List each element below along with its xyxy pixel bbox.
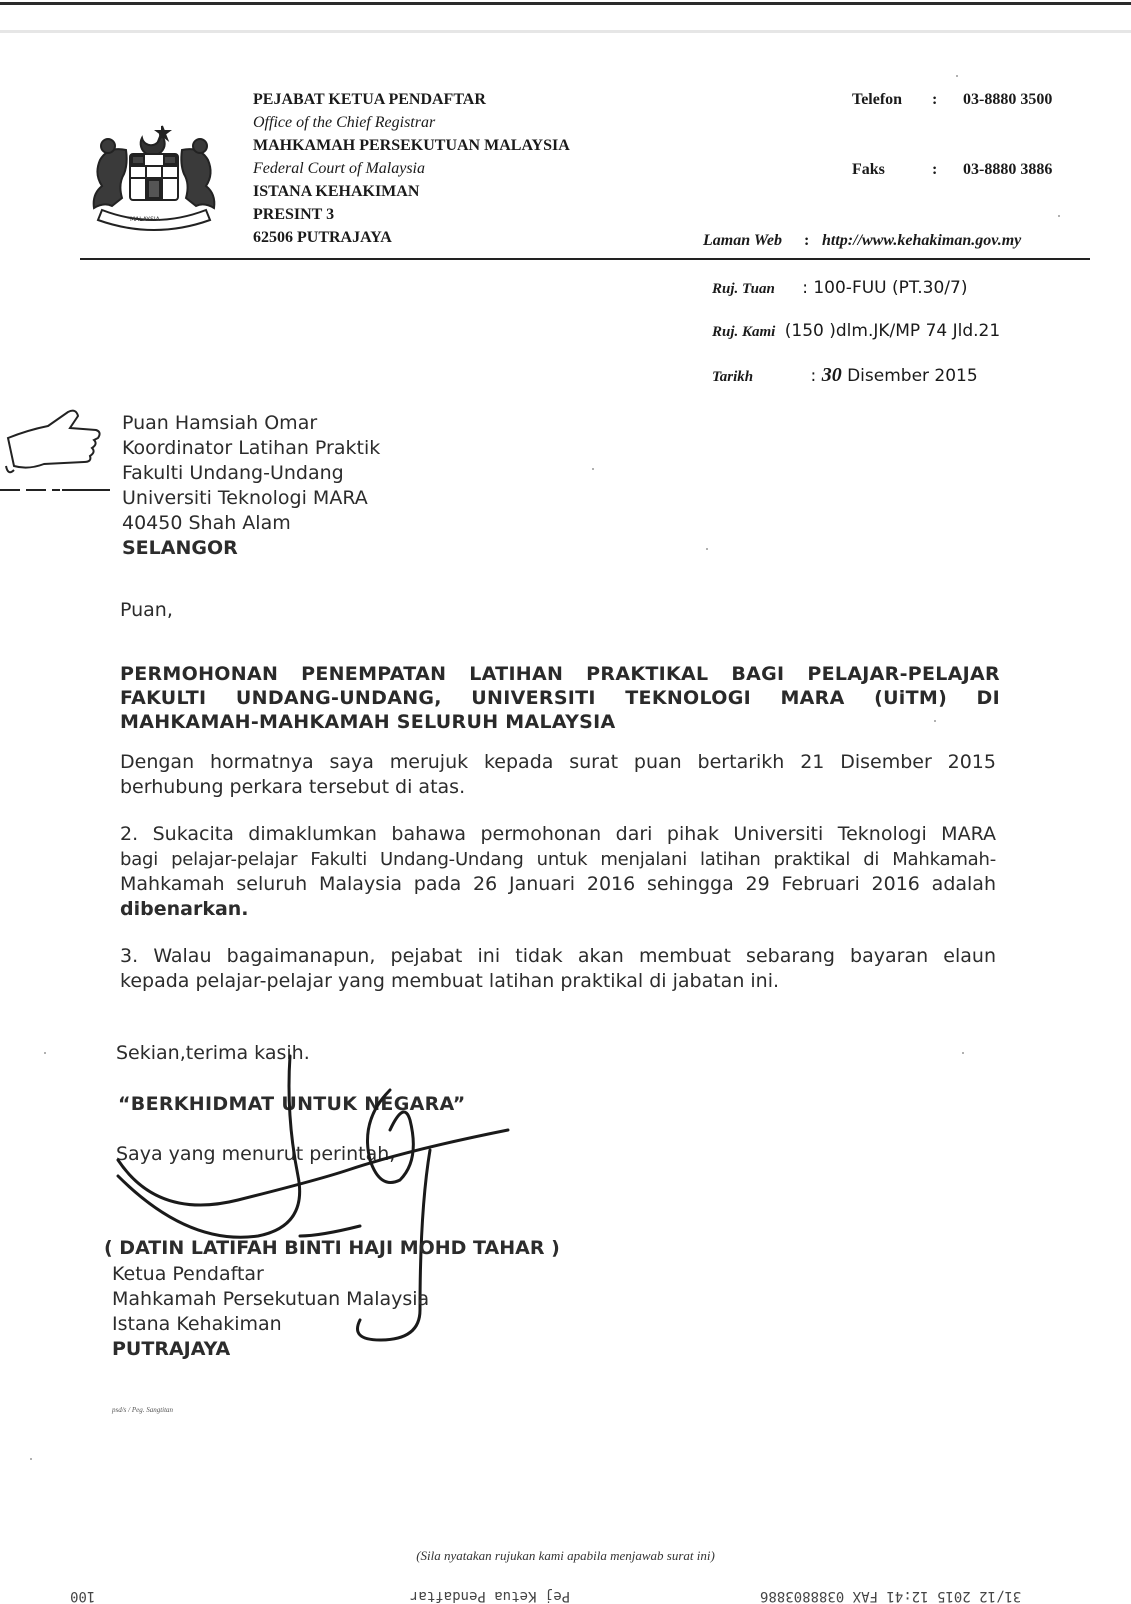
ruj-kami-row [712,321,1000,341]
ruj-tuan-label: Ruj. Tuan [712,281,775,297]
paragraph-1 [120,750,996,800]
recipient-name: Puan Hamsiah Omar [122,412,318,434]
ruj-tuan-value: 100-FUU (PT.30/7) [813,278,968,298]
web-separator: : [804,232,810,249]
signatory-block [112,1262,429,1362]
scan-speck [934,720,936,722]
paragraph-2 [120,822,996,922]
address-building: ISTANA KEHAKIMAN [253,183,420,200]
paragraph-2-line-3: Mahkamah seluruh Malaysia pada 26 Januari 2016 sehingga 29 Februari 2016 adalah [120,873,996,895]
letterhead-rule [80,258,1090,260]
tarikh-separator: : [810,366,817,386]
recipient-address [122,411,380,561]
faks-value: 03-8880 3886 [963,161,1053,178]
recipient-title: Koordinator Latihan Praktik [122,437,381,459]
initials-note: psd/s / Peg. Sangtitan [112,1406,174,1414]
scan-speck [1058,215,1060,217]
paragraph-2-line-1: 2. Sukacita dimaklumkan bahawa permohonan dari pihak Universiti Teknologi MARA [120,823,996,845]
paragraph-2-line-2: bagi pelajar-pelajar Fakulti Undang-Undang untuk menjalani latihan praktikal di Mahkamah- [120,849,996,870]
tarikh-day-handwritten: 30 [821,364,842,386]
scan-speck [44,1052,46,1054]
office-name: PEJABAT KETUA PENDAFTAR [253,91,486,108]
paragraph-3-number: 3. [120,945,139,967]
court-name: MAHKAMAH PERSEKUTUAN MALAYSIA [253,137,570,154]
paragraph-2-number: 2. [120,823,139,845]
signatory-city: PUTRAJAYA [112,1338,231,1360]
fax-sender: Pej Ketua Pendaftar [410,1588,571,1604]
faks-label: Faks [852,161,885,178]
telefon-separator: : [932,91,938,108]
ruj-tuan-row [712,278,967,298]
footer-reference-note: (Sila nyatakan rujukan kami apabila menjawab surat ini) [416,1548,715,1563]
scan-speck [962,1052,964,1054]
salutation: Puan, [120,599,173,621]
tarikh-month-year: Disember 2015 [847,366,978,386]
ruj-kami-value: (150 )dlm.JK/MP 74 Jld.21 [784,321,1001,341]
tarikh-label: Tarikh [712,369,754,385]
recipient-faculty: Fakulti Undang-Undang [122,462,344,484]
subject-heading [120,662,1000,734]
letterhead [253,88,570,249]
tarikh-row [712,364,978,387]
web-label: Laman Web [703,232,782,249]
scan-speck [706,548,708,550]
court-name-en: Federal Court of Malaysia [253,160,425,177]
recipient-postcode-city: 40450 Shah Alam [122,512,291,534]
scan-speck [30,1458,32,1460]
signatory-building: Istana Kehakiman [112,1313,282,1335]
telefon-label: Telefon [852,91,903,108]
paragraph-3-line-1: 3. Walau bagaimanapun, pejabat ini tidak akan membuat sebarang bayaran elaun [120,945,996,967]
malaysia-coat-of-arms-icon [80,120,228,232]
address-city: 62506 PUTRAJAYA [253,229,392,246]
fax-page-number: 100 [70,1588,96,1604]
closing-motto: “BERKHIDMAT UNTUK NEGARA” [118,1093,466,1115]
paragraph-2-line-4: dibenarkan. [120,898,249,920]
ruj-kami-label: Ruj. Kami [712,324,776,340]
fax-timestamp: 31/12 2015 12:41 FAX 0388803886 [760,1588,1022,1604]
ruj-tuan-separator: : [802,278,808,298]
paragraph-3-line-2: kepada pelajar-pelajar yang membuat latihan praktikal di jabatan ini. [120,970,780,992]
web-url[interactable]: http://www.kehakiman.gov.my [822,232,1022,249]
telefon-value: 03-8880 3500 [963,91,1053,108]
closing-order: Saya yang menurut perintah, [116,1143,396,1165]
signatory-position: Ketua Pendaftar [112,1263,264,1285]
scan-speck [956,75,958,77]
paragraph-1-line-1: Dengan hormatnya saya merujuk kepada surat puan bertarikh 21 Disember 2015 [120,751,996,773]
scan-speck [592,468,594,470]
pointing-hand-icon [0,400,120,504]
subject-line-3: MAHKAMAH-MAHKAMAH SELURUH MALAYSIA [120,711,616,733]
signatory-organization: Mahkamah Persekutuan Malaysia [112,1288,430,1310]
crest-motto: MALAYSIA [130,216,160,223]
recipient-university: Universiti Teknologi MARA [122,487,368,509]
closing-thanks: Sekian,terima kasih. [116,1042,310,1064]
office-name-en: Office of the Chief Registrar [253,114,436,131]
paragraph-3 [120,944,996,994]
recipient-state: SELANGOR [122,537,238,559]
signatory-name: ( DATIN LATIFAH BINTI HAJI MOHD TAHAR ) [104,1237,560,1259]
subject-line-1: PERMOHONAN PENEMPATAN LATIHAN PRAKTIKAL BAGI PELAJAR-PELAJAR [120,663,1000,685]
scan-top-border [0,2,1131,5]
scan-top-shadow [0,30,1131,33]
subject-line-2: FAKULTI UNDANG-UNDANG, UNIVERSITI TEKNOLOGI MARA (UiTM) DI [120,687,1000,709]
faks-separator: : [932,161,938,178]
address-precinct: PRESINT 3 [253,206,335,223]
paragraph-1-line-2: berhubung perkara tersebut di atas. [120,776,466,798]
